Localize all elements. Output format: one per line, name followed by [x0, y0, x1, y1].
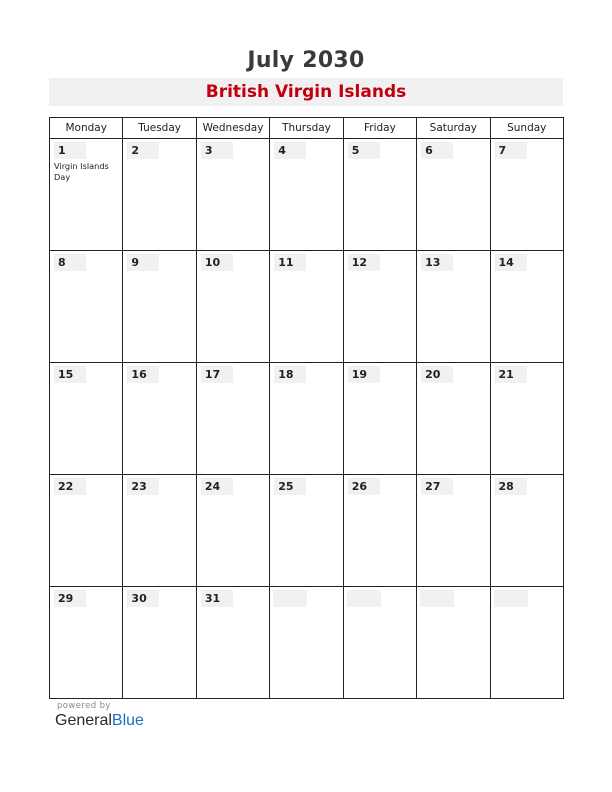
day-cell[interactable] — [343, 475, 416, 587]
day-number: 29 — [54, 590, 86, 607]
weekday-sunday: Sunday — [490, 118, 563, 139]
day-cell[interactable] — [270, 475, 343, 587]
day-number: 5 — [348, 142, 380, 159]
day-cell[interactable] — [50, 475, 123, 587]
day-number — [273, 590, 307, 607]
weekday-tuesday: Tuesday — [123, 118, 196, 139]
weekday-friday: Friday — [343, 118, 416, 139]
day-number: 19 — [348, 366, 380, 383]
day-cell[interactable] — [417, 363, 490, 475]
day-cell[interactable] — [417, 251, 490, 363]
day-cell[interactable] — [50, 363, 123, 475]
week-row — [50, 475, 564, 587]
day-number: 17 — [201, 366, 233, 383]
day-number: 11 — [274, 254, 306, 271]
brand-blue: Blue — [111, 712, 144, 729]
day-cell[interactable] — [270, 587, 343, 699]
day-cell[interactable] — [123, 251, 196, 363]
day-number — [420, 590, 454, 607]
day-number: 31 — [201, 590, 233, 607]
day-cell[interactable] — [343, 251, 416, 363]
calendar-grid — [49, 117, 564, 699]
day-number: 6 — [421, 142, 453, 159]
day-cell[interactable] — [123, 475, 196, 587]
day-number: 22 — [54, 478, 86, 495]
day-cell[interactable] — [490, 139, 563, 251]
day-cell[interactable] — [343, 363, 416, 475]
day-number: 10 — [201, 254, 233, 271]
day-number: 9 — [127, 254, 159, 271]
day-cell[interactable] — [270, 139, 343, 251]
day-number: 12 — [348, 254, 380, 271]
country-banner — [49, 78, 563, 106]
day-number: 26 — [348, 478, 380, 495]
calendar-body — [50, 139, 564, 699]
day-cell[interactable] — [490, 475, 563, 587]
day-cell[interactable] — [417, 475, 490, 587]
weekday-thursday: Thursday — [270, 118, 343, 139]
weekday-header-row — [50, 118, 564, 139]
week-row — [50, 251, 564, 363]
week-row — [50, 363, 564, 475]
day-cell[interactable] — [196, 363, 269, 475]
day-number: 18 — [274, 366, 306, 383]
day-cell[interactable] — [417, 139, 490, 251]
day-number: 20 — [421, 366, 453, 383]
day-number: 15 — [54, 366, 86, 383]
day-number: 2 — [127, 142, 159, 159]
day-cell[interactable] — [490, 251, 563, 363]
country-name: British Virgin Islands — [205, 82, 407, 102]
day-cell[interactable] — [123, 139, 196, 251]
week-row — [50, 139, 564, 251]
day-cell[interactable] — [123, 587, 196, 699]
day-cell[interactable] — [270, 251, 343, 363]
day-cell[interactable] — [490, 587, 563, 699]
powered-by-label: powered by — [57, 701, 111, 711]
day-number: 3 — [201, 142, 233, 159]
day-number: 13 — [421, 254, 453, 271]
day-cell[interactable] — [343, 139, 416, 251]
day-cell[interactable] — [417, 587, 490, 699]
day-number: 14 — [495, 254, 527, 271]
holiday-label: Virgin Islands Day — [54, 161, 109, 182]
brand-general: General — [55, 712, 112, 729]
day-number: 27 — [421, 478, 453, 495]
day-number: 25 — [274, 478, 306, 495]
day-cell[interactable] — [270, 363, 343, 475]
day-number: 8 — [54, 254, 86, 271]
generalblue-logo[interactable] — [55, 712, 144, 730]
weekday-wednesday: Wednesday — [196, 118, 269, 139]
day-cell[interactable] — [490, 363, 563, 475]
day-cell[interactable] — [50, 587, 123, 699]
day-cell[interactable] — [50, 251, 123, 363]
day-cell[interactable] — [196, 475, 269, 587]
day-cell[interactable] — [196, 139, 269, 251]
day-cell[interactable] — [343, 587, 416, 699]
day-number: 1 — [54, 142, 86, 159]
day-number: 28 — [495, 478, 527, 495]
day-number: 16 — [127, 366, 159, 383]
day-cell[interactable] — [196, 587, 269, 699]
day-number: 21 — [495, 366, 527, 383]
day-cell[interactable] — [50, 139, 123, 251]
day-number: 7 — [495, 142, 527, 159]
day-number: 24 — [201, 478, 233, 495]
day-number: 23 — [127, 478, 159, 495]
day-cell[interactable] — [123, 363, 196, 475]
week-row — [50, 587, 564, 699]
page-title: July 2030 — [247, 48, 365, 73]
day-number — [494, 590, 528, 607]
day-number: 4 — [274, 142, 306, 159]
weekday-saturday: Saturday — [417, 118, 490, 139]
weekday-monday: Monday — [50, 118, 123, 139]
day-cell[interactable] — [196, 251, 269, 363]
day-number: 30 — [127, 590, 159, 607]
day-number — [347, 590, 381, 607]
